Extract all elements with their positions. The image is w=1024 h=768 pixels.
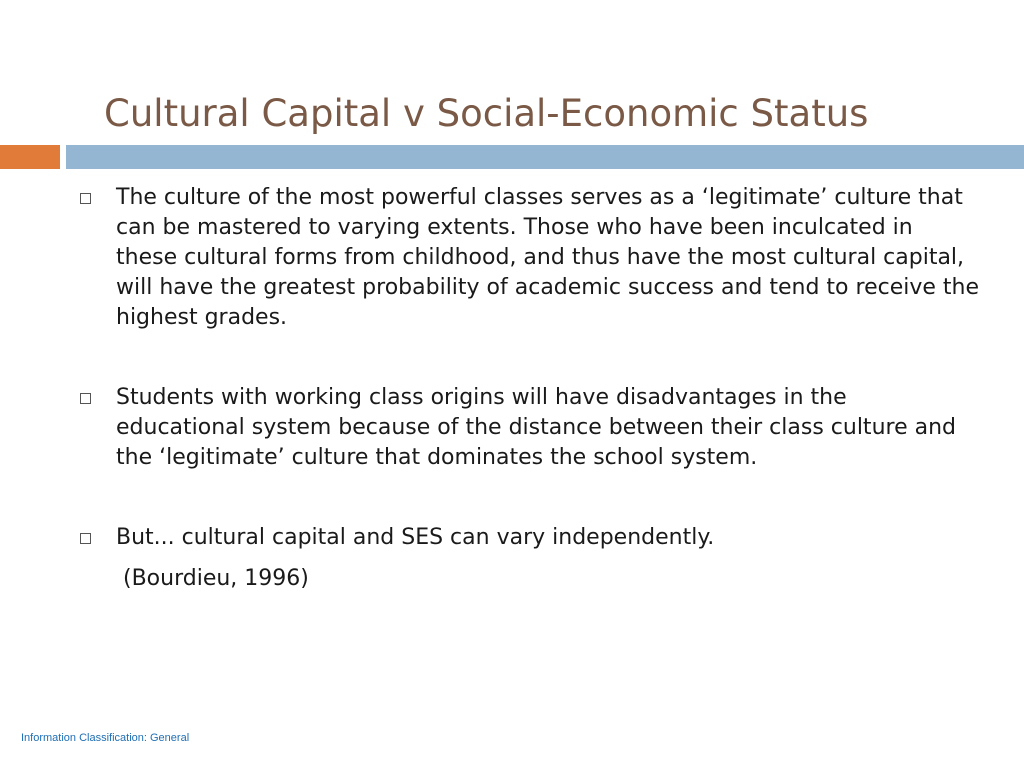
square-bullet-icon: [80, 393, 91, 404]
bullet-text: Students with working class origins will have disadvantages in the educational system because of the distance between their class culture and the ‘legitimate’ culture that dominates the school system.: [116, 385, 956, 470]
bullet-item: [80, 523, 980, 553]
square-bullet-icon: [80, 193, 91, 204]
bullet-text: The culture of the most powerful classes serves as a ‘legitimate’ culture that can be mastered to varying extents. Those who have been inculcated in these cultural forms from childhood, and thus have the most cultural capital, will have the greatest probability of academic success and tend to receive the highest grades.: [116, 185, 980, 330]
title-accent-bar: [0, 145, 60, 169]
bullet-list: [80, 183, 980, 553]
classification-footer: Information Classification: General: [21, 732, 190, 744]
bullet-text: But... cultural capital and SES can vary independently.: [116, 525, 715, 550]
slide-title: Cultural Capital v Social-Economic Status: [104, 92, 869, 135]
bullet-item: [80, 183, 980, 333]
square-bullet-icon: [80, 533, 91, 544]
title-rule-bar: [66, 145, 1024, 169]
bullet-item: [80, 383, 980, 473]
citation: (Bourdieu, 1996): [123, 566, 309, 591]
